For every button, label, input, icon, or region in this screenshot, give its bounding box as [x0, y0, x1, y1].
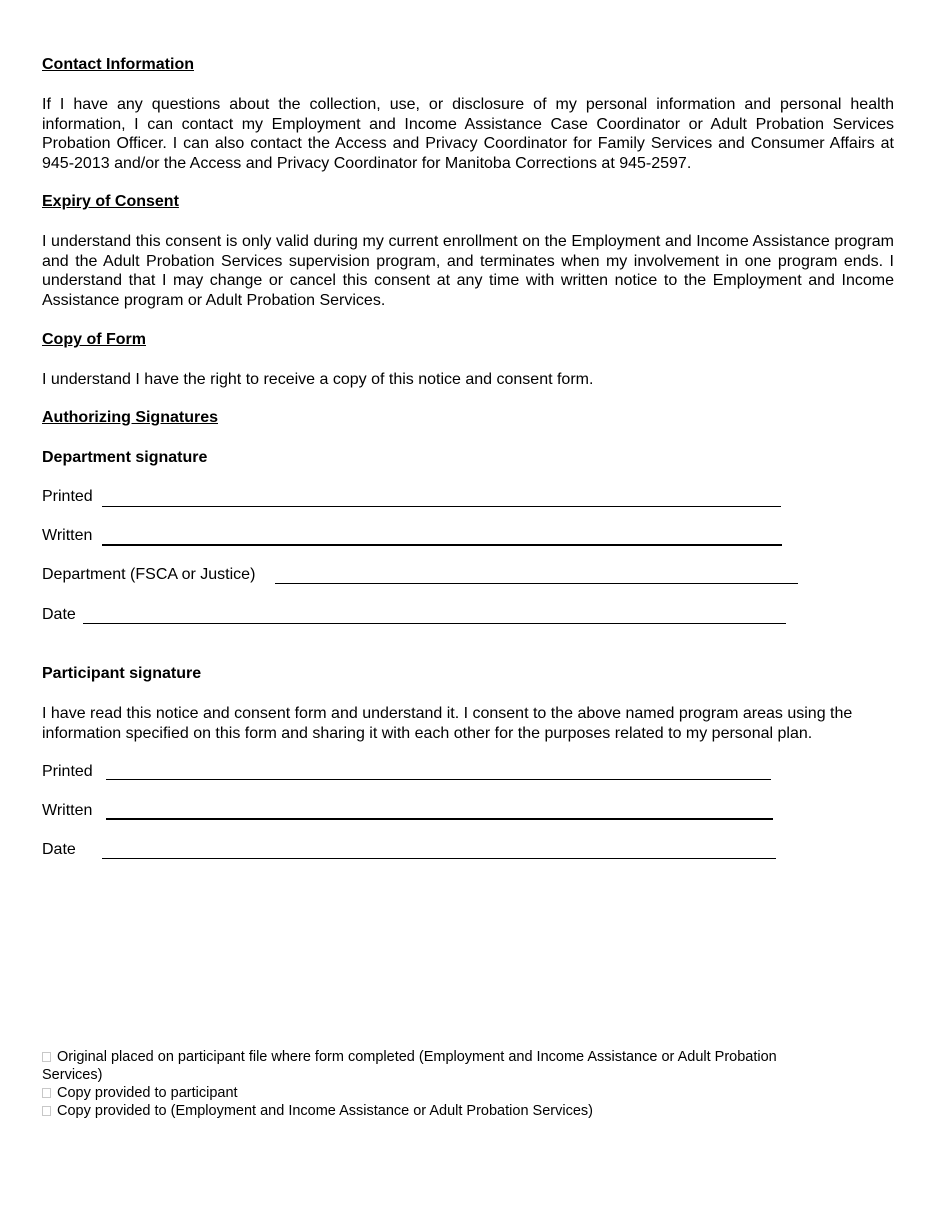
copy-participant-checkbox[interactable]	[42, 1088, 51, 1098]
original-checkbox[interactable]	[42, 1052, 51, 1062]
checklist-item-label: Original placed on participant file where form completed (Employment and Income Assistance or Adult Probation Services)	[42, 1049, 777, 1083]
department-name-field[interactable]	[275, 583, 798, 584]
participant-date-field[interactable]	[102, 858, 776, 859]
department-written-field[interactable]	[102, 544, 782, 546]
department-printed-field[interactable]	[102, 506, 781, 507]
department-signature-title: Department signature	[42, 449, 208, 466]
copy-of-form-text: I understand I have the right to receive a copy of this notice and consent form.	[42, 371, 594, 388]
participant-printed-label: Printed	[42, 763, 93, 780]
checklist-item-label: Copy provided to (Employment and Income Assistance or Adult Probation Services)	[57, 1103, 593, 1119]
checklist-item-copy-participant	[42, 1084, 802, 1102]
participant-written-field[interactable]	[106, 818, 773, 820]
participant-written-label: Written	[42, 802, 93, 819]
checklist-item-copy-program	[42, 1102, 842, 1120]
copy-of-form-heading: Copy of Form	[42, 331, 146, 348]
participant-signature-title: Participant signature	[42, 665, 202, 682]
department-printed-label: Printed	[42, 488, 93, 505]
authorizing-signatures-heading: Authorizing Signatures	[42, 409, 218, 426]
contact-information-heading: Contact Information	[42, 56, 194, 73]
participant-printed-field[interactable]	[106, 779, 771, 780]
department-date-label: Date	[42, 606, 76, 623]
participant-date-label: Date	[42, 841, 76, 858]
expiry-of-consent-heading: Expiry of Consent	[42, 193, 179, 210]
department-date-field[interactable]	[83, 623, 786, 624]
department-name-label: Department (FSCA or Justice)	[42, 566, 256, 583]
expiry-of-consent-text: I understand this consent is only valid during my current enrollment on the Employment and Income Assistance program and the Adult Probation Services supervision program, and terminates when my involvement in one program ends. I understand that I may change or cancel this consent at any time with written notice to the Employment and Income Assistance program or Adult Probation Services.	[42, 233, 894, 309]
copy-program-checkbox[interactable]	[42, 1106, 51, 1116]
checklist-item-original	[42, 1048, 802, 1084]
contact-information-text: If I have any questions about the collection, use, or disclosure of my personal information and personal health information, I can contact my Employment and Income Assistance Case Coordinator or Adult Probation Services Probation Officer. I can also contact the Access and Privacy Coordinator for Family Services and Consumer Affairs at 945-2013 and/or the Access and Privacy Coordinator for Manitoba Corrections at 945-2597.	[42, 96, 894, 172]
participant-consent-statement: I have read this notice and consent form and understand it. I consent to the above named program areas using the information specified on this form and sharing it with each other for the purposes related to my personal plan.	[42, 705, 853, 742]
checklist-item-label: Copy provided to participant	[57, 1085, 238, 1101]
department-written-label: Written	[42, 527, 93, 544]
